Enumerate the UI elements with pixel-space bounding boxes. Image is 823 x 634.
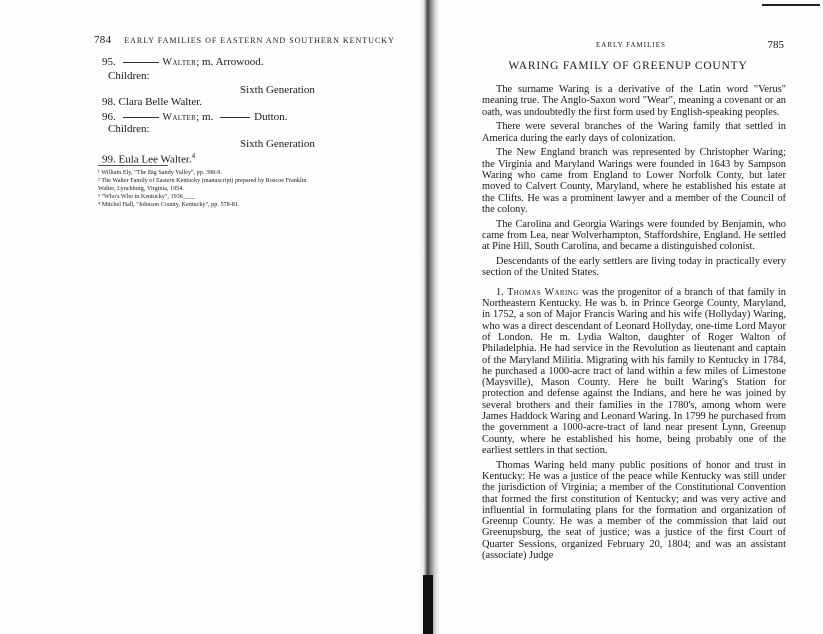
entry-number: 98.	[102, 96, 116, 108]
footnote: ³ "Who's Who in Kentucky", 1936____	[98, 193, 196, 200]
entry-text: ; m.	[196, 111, 214, 123]
generation-heading: Sixth Generation	[240, 84, 315, 96]
gutter-shadow	[423, 575, 433, 634]
footnotes	[98, 169, 416, 209]
footnote: ² The Walter Family of Eastern Kentucky (manuscript) prepared by Roscoe Franklin	[98, 177, 307, 184]
left-page-header	[94, 34, 414, 46]
right-page-number: 785	[767, 39, 784, 51]
footnote-rule	[98, 165, 168, 166]
entry-surname: Walter	[162, 112, 197, 123]
entry-text: Eula Lee Walter.	[118, 153, 192, 166]
entry-name: Thomas Waring	[507, 286, 579, 298]
entry-number: 1.	[496, 286, 504, 298]
book-gutter	[418, 0, 440, 634]
entry-number: 99.	[102, 153, 116, 166]
paragraph: The Carolina and Georgia Warings were founded by Benjamin, who came from Lea, near Wolverhampton, Staffordshire, England. He settled at Pine Hill, South Carolina, and became a distinguished colonist.	[482, 218, 786, 253]
left-page	[84, 0, 414, 634]
children-label: Children:	[108, 123, 150, 135]
footnote-ref: 4	[191, 152, 196, 160]
entry-text: ; m. Arrowood.	[196, 56, 264, 68]
entry-number: 96.	[102, 111, 116, 123]
entry-number: 95.	[102, 56, 116, 68]
footnote: ⁴ Mitchel Hall, "Johnson County, Kentucky", pp. 578-81.	[98, 201, 240, 208]
name-dash	[123, 62, 159, 63]
paragraph: The New England branch was represented by Christopher Waring; the Virginia and Maryland Warings were founded in 1643 by Sampson Waring who came from England to Lower Norfolk Conty, but later moved to Calvert County, Maryland, where he established his estate at the Clifts. He was a prominent lawyer and a member of the Council of the colony.	[482, 147, 786, 215]
left-page-number: 784	[94, 34, 112, 46]
right-running-title: EARLY FAMILIES	[596, 41, 666, 49]
entry-text: Clara Belle Walter.	[118, 96, 203, 108]
right-page	[470, 0, 786, 634]
children-label: Children:	[108, 70, 150, 82]
paragraph: Descendants of the early settlers are living today in practically every section of the United States.	[482, 256, 786, 279]
paragraph: Thomas Waring held many public positions of honor and trust in Kentucky: He was a justice of the peace while Kentucky was still under the jurisdiction of Virginia; a member of the Constitutional Convention that formed the first constitution of Kentucky; and was very active and influential in formulating plans for the formation and organization of Greenup County. He was a member of the commission that laid out Greenupsburg, the seat of justice; was a justice of the first Court of Quarter Sessions, organized February 20, 1804; and was an assistant (associate) Judge	[482, 459, 786, 562]
footnote: ¹ William Ely, "The Big Sandy Valley", pp. 398-9.	[98, 169, 222, 176]
entry-thomas-waring	[482, 287, 786, 456]
paragraph: The surname Waring is a derivative of the Latin word "Verus" meaning true. The Anglo-Saxon word "Wear", meaning a covenant or an oath, was undoubtedly the first form used by English-speaking peoples.	[482, 84, 786, 118]
generation-heading: Sixth Generation	[240, 138, 315, 150]
chapter-title: WARING FAMILY OF GREENUP COUNTY	[508, 60, 748, 72]
name-dash	[220, 117, 250, 118]
entry-surname: Walter	[162, 57, 197, 68]
paragraph: There were several branches of the Waring family that settled in America during the early days of colonization.	[482, 121, 786, 144]
entry-text: Dutton.	[254, 111, 288, 123]
left-running-title: EARLY FAMILIES OF EASTERN AND SOUTHERN KENTUCKY	[124, 36, 395, 45]
entry-95	[102, 56, 263, 69]
footnote: Walter, Lynchburg, Virginia, 1954.	[98, 185, 185, 192]
entry-text: was the progenitor of a branch of that family in Northeastern Kentucky. He was b. in Prince George County, Maryland, in 1752, a son of Major Francis Waring and his wife (Hollyday) Waring, who was a direct descendant of Leonard Hollyday, one-time Lord Mayor of London. He m. Lydia Walton, daughter of Roger Walton of Philadelphia. He had service in the Revolution as lieutenant and captain of the Maryland Militia. Migrating with his family to Kentucky in 1784, he purchased a 1000-acre tract of land within a few miles of Limestone (Maysville), Mason County. Here he built Waring's Station for protection and defense against the Indians, and here he was joined by several brothers and their families in the 1780's, among whom were James Haddock Waring and Leonard Waring. In 1799 he purchased from the government a 1000-acre-tract of land near present Lynn, Greenup County, where he established his home, being probably one of the earliest settlers in that section.	[482, 286, 787, 456]
entry-98	[102, 96, 202, 109]
body-text	[482, 84, 786, 561]
name-dash	[123, 117, 159, 118]
